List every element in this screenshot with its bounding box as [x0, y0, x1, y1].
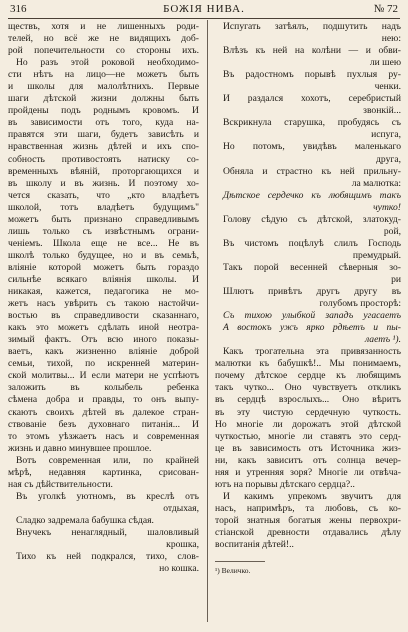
text-line: ществъ, хотя и не лишенныхъ роди-	[8, 21, 199, 32]
poem-line: И раздался хохотъ, серебристый	[223, 93, 401, 105]
journal-title: БОЖІЯ НИВА.	[163, 3, 245, 15]
text-line: ни, какъ зависитъ отъ солнца вечер-	[215, 454, 401, 466]
text-line: рой попечительности со стороны ихъ.	[8, 45, 199, 57]
text-line: зимый фактъ. Отъ всю иного показы-	[8, 334, 199, 346]
text-line: школѣ только будущее, но и въ семьѣ,	[8, 249, 199, 261]
text-line: школой, тотъ владѣетъ будущимъ"	[8, 201, 199, 213]
poem-line: Сладко задремала бабушка сѣдая.	[16, 514, 154, 526]
text-line: Но многіе ли дорожатъ этой дѣтской	[215, 418, 401, 430]
text-line: въ зависимости отъ того, куда на-	[8, 117, 199, 129]
poem-line: Влѣзъ къ ней на колѣни — и обви-	[223, 45, 401, 57]
text-line: сти нѣтъ на лицо—не можетъ быть	[8, 69, 199, 81]
text-line: въ школу и въ жизнь. И поэтому хо-	[8, 177, 199, 189]
text-line: шаги дѣтской жизни должны быть	[8, 93, 199, 105]
text-line: сильнѣе всякаго вліянія школы. И	[8, 273, 199, 285]
text-line: ченіемъ. Школа еще не все... Не въ	[8, 237, 199, 249]
text-line: це въ зависимость отъ Источника жиз-	[215, 442, 401, 454]
footnote: ¹) Величко.	[215, 566, 251, 576]
text-line: востью въ справедливости сказаннаго,	[8, 310, 199, 322]
page-number: 316	[10, 3, 27, 15]
text-line: никакая, кажется, педагогика не мо-	[8, 286, 199, 298]
text-line: можетъ быть признано справедливымъ	[8, 213, 199, 225]
poem-line: голубомъ просторѣ:	[319, 298, 401, 310]
text-line: Какъ трогательна эта привязанность	[223, 346, 401, 358]
text-line: въ сердцѣ взрослыхъ... Оно вѣритъ	[215, 394, 401, 406]
text-line: какъ это можетъ сдѣлать иной неотра-	[8, 322, 199, 334]
poem-line: испуга,	[371, 129, 401, 141]
text-line: ской молитвы... И если матери не успѣютъ	[8, 370, 199, 382]
poem-line: ла малютка:	[351, 177, 401, 189]
text-line: семьи, тихой, по искренней материн-	[8, 358, 199, 370]
text-line: Вотъ современная или, по крайней	[16, 454, 199, 466]
issue-number: № 72	[373, 3, 398, 15]
text-line: то этомъ уѣзжаетъ насъ и современная	[8, 430, 199, 442]
poem-line: рой,	[383, 225, 401, 237]
poem-line: лаетъ ¹).	[364, 334, 401, 346]
poem-line: Въ радостномъ порывѣ пухлыя ру-	[223, 69, 401, 81]
poem-line: Съ тихою улыбкой западъ угасаетъ	[223, 310, 401, 322]
text-line: въ эту чистую сердечную чуткость.	[215, 406, 401, 418]
poem-line: Обняла и страстно къ ней прильну-	[223, 165, 401, 177]
poem-line: ри	[391, 273, 401, 285]
poem-line: чутко!	[373, 201, 401, 213]
text-line: ствованіе безъ духовнаго питанія... И	[8, 418, 199, 430]
text-line: ваетъ, какъ жизненно вліяніе доброй	[8, 346, 199, 358]
poem-line: премудрый.	[352, 249, 401, 261]
left-column	[8, 21, 199, 575]
text-line: мѣрѣ, недавняя картинка, срисован-	[8, 466, 199, 478]
poem-line: отдыхая,	[163, 502, 199, 514]
text-line: такъ чутко... Оно чувствуетъ откликъ	[215, 382, 401, 394]
poem-line: ли шею	[369, 57, 401, 69]
text-line: пройдены подъ роднымъ кровомъ. И	[8, 105, 199, 117]
poem-line: Но потомъ, увидѣвъ маленькаго	[223, 141, 401, 153]
poem-line: Шлютъ привѣтъ другъ другу въ	[223, 286, 401, 298]
poem-line: Такъ порой весенней сѣверныя зо-	[223, 261, 401, 273]
text-line: почему дѣтское сердце къ любящимъ	[215, 370, 401, 382]
poem-line: Вскрикнула старушка, пробудясь съ	[223, 117, 401, 129]
text-line: ная съ дѣйствительности.	[8, 478, 113, 490]
poem-line: звонкій...	[363, 105, 401, 117]
text-line: нравственная жизнь дѣтей и ихъ спо-	[8, 141, 199, 153]
poem-line: Дѣтское сердечко къ любящимъ такъ	[223, 189, 401, 201]
text-line: собность противостоять натиску со-	[8, 153, 199, 165]
text-line: няя и утренняя зоря? Многіе ли отвѣча-	[215, 466, 401, 478]
text-line: чуткостью, многіе ли ставятъ это серд-	[215, 430, 401, 442]
text-line: и школы для малолѣтнихъ. Первые	[8, 81, 199, 93]
text-line: насъ, напримѣръ, та любовь, съ ко-	[215, 502, 401, 514]
text-line: жетъ насъ увѣрить съ такою настойчи-	[8, 298, 199, 310]
text-line: жизнь и давно минувшее прошлое.	[8, 442, 152, 454]
text-line: вліяніе которой можетъ быть гораздо	[8, 261, 199, 273]
text-line: ютъ на порывы дѣтскаго сердца?..	[215, 478, 355, 490]
poem-line: Голову сѣдую съ дѣтской, златокуд-	[223, 213, 401, 225]
poem-line: Въ чистомъ поцѣлуѣ слилъ Господь	[223, 237, 401, 249]
right-column	[215, 21, 401, 578]
running-header	[8, 3, 400, 19]
text-line: И какимъ упрекомъ звучитъ для	[223, 490, 401, 502]
footnote-rule	[215, 561, 265, 562]
poem-line: А востокъ ужъ ярко рдѣетъ и пы-	[223, 322, 401, 334]
text-line: скаютъ своихъ дѣтей въ далекое стран-	[8, 406, 199, 418]
text-line: правятся эти шаги, будетъ зависѣть и	[8, 129, 199, 141]
text-line: торой знатныя богатыя жены первохри-	[215, 514, 401, 526]
poem-line: нею:	[381, 33, 401, 45]
text-line: заложить въ колыбель ребенка	[8, 382, 199, 394]
poem-line: крошка,	[166, 539, 199, 551]
column-divider	[207, 20, 208, 622]
poem-line: Въ уголкѣ уютномъ, въ креслѣ отъ	[16, 490, 199, 502]
text-line: воспитанія дѣтей!..	[215, 539, 294, 551]
text-line: временныхъ вѣяній, проторгающихся и	[8, 165, 199, 177]
poem-line: Внучекъ ненаглядный, шаловливый	[16, 526, 199, 538]
text-line: стіанской древности отдавались дѣлу	[215, 526, 401, 538]
text-line: Но разъ этой роковой необходимо-	[16, 57, 199, 69]
text-line: сѣмена добра и правды, то онъ выпу-	[8, 394, 199, 406]
text-line: лишь только съ извѣстнымъ ограни-	[8, 225, 199, 237]
header-rule	[8, 18, 400, 19]
poem-line: Испугать затѣялъ, подшутить надъ	[223, 21, 401, 32]
text-line: телей, но всё же не видящихъ доб-	[8, 33, 199, 45]
poem-line: друга,	[376, 153, 401, 165]
poem-line: ченки.	[374, 81, 401, 93]
text-line: малютки къ бабушкѣ!.. Мы понимаемъ,	[215, 358, 401, 370]
poem-line: но кошка.	[159, 563, 199, 575]
text-line: чется сказать, что „кто владѣетъ	[8, 189, 199, 201]
poem-line: Тихо къ ней подкрался, тихо, слов-	[16, 551, 199, 563]
